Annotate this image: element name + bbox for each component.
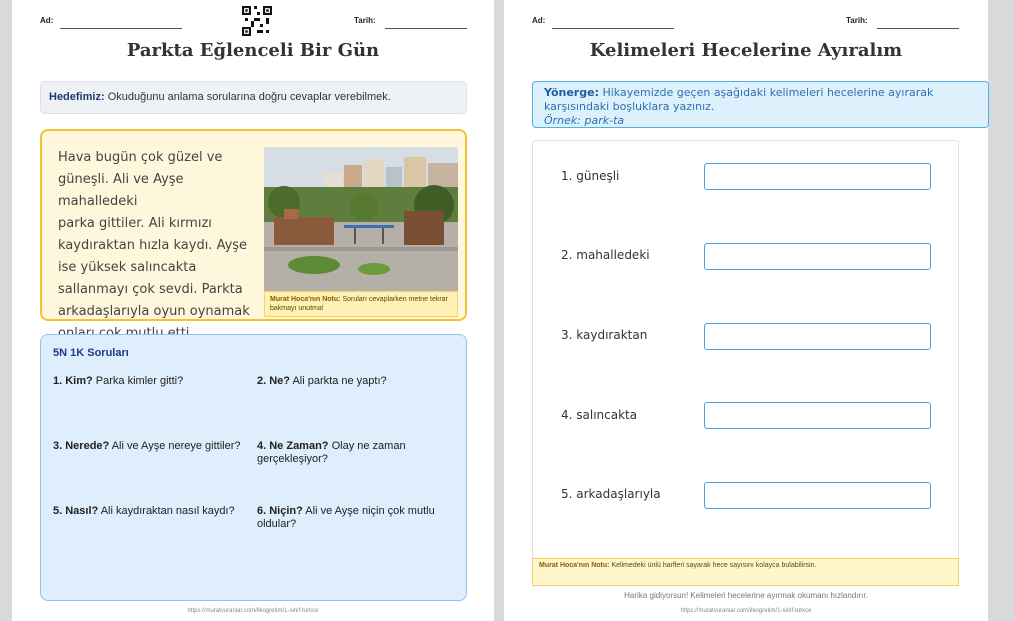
teacher-note (532, 558, 959, 586)
story-line: parka gittiler. Ali kırmızı (58, 216, 212, 231)
questions-title: 5N 1K Soruları (53, 347, 129, 359)
date-label: Tarih: (846, 16, 868, 25)
teacher-note-text: Kelimedeki ünlü harfleri sayarak hece sayısını kolayca bulabilirsin. (611, 562, 817, 569)
page-title: Parkta Eğlenceli Bir Gün (126, 40, 380, 61)
page-title: Kelimeleri Hecelerine Ayıralım (589, 40, 903, 61)
words-panel (532, 140, 959, 560)
goal-text: Okuduğunu anlama sorularına doğru cevaplar verebilmek. (107, 91, 391, 103)
word-label: 1. güneşli (561, 169, 620, 183)
story-line: güneşli. Ali ve Ayşe mahalledeki (58, 172, 184, 209)
date-line (385, 28, 467, 29)
goal-label: Hedefimiz: (49, 91, 105, 103)
instruction-text: Hikayemizde geçen aşağıdaki kelimeleri hecelerine ayırarak (602, 86, 934, 99)
question-text: Ali ve Ayşe nereye gittiler? (111, 440, 241, 452)
story-box (40, 129, 467, 321)
question-item (53, 375, 243, 388)
instruction-box (532, 81, 989, 128)
syllable-input[interactable] (704, 402, 931, 429)
question-item (53, 440, 243, 453)
instruction-label: Yönerge: (544, 86, 599, 99)
worksheet-page-2 (504, 0, 988, 621)
question-item (257, 440, 447, 466)
story-line: kaydıraktan hızla kaydı. Ayşe (58, 238, 248, 253)
question-text: Parka kimler gitti? (95, 375, 184, 387)
syllable-input[interactable] (704, 482, 931, 509)
goal-box (40, 81, 467, 114)
question-keyword: 4. Ne Zaman? (257, 440, 329, 452)
teacher-note-text: Soruları cevaplarken metne tekrar bakmayı unutma! (270, 296, 448, 312)
story-text (58, 147, 258, 345)
name-label: Ad: (40, 16, 54, 25)
name-line (552, 28, 674, 29)
question-text: Ali parkta ne yaptı? (292, 375, 387, 387)
instruction-text: karşısındaki boşluklara yazınız. (544, 100, 715, 113)
question-keyword: 6. Niçin? (257, 505, 303, 517)
qr-code-icon (242, 6, 272, 36)
question-text: Ali kaydıraktan nasıl kaydı? (100, 505, 235, 517)
word-label: 3. kaydıraktan (561, 328, 648, 342)
story-line: ise yüksek salıncakta (58, 260, 197, 275)
syllable-input[interactable] (704, 163, 931, 190)
word-label: 4. salıncakta (561, 408, 638, 422)
syllable-input[interactable] (704, 243, 931, 270)
story-line: Hava bugün çok güzel ve (58, 150, 223, 165)
instruction-example: Örnek: park-ta (544, 114, 625, 127)
question-item (257, 505, 447, 531)
syllable-input[interactable] (704, 323, 931, 350)
question-text: Ali ve Ayşe niçin çok mutlu oldular? (257, 505, 435, 530)
story-line: arkadaşlarıyla oyun oynamak (58, 304, 250, 319)
question-keyword: 3. Nerede? (53, 440, 110, 452)
encouragement-message: Harika gidiyorsun! Kelimeleri hecelerine ayırmak okumanı hızlandırır. (624, 591, 868, 600)
question-keyword: 5. Nasıl? (53, 505, 99, 517)
date-label: Tarih: (354, 16, 376, 25)
footer-url: https://muratvuranlar.com/ilkogretim/1-sinif-turkce (187, 608, 319, 614)
word-label: 5. arkadaşlarıyla (561, 487, 661, 501)
question-item (53, 505, 243, 518)
date-line (877, 28, 959, 29)
footer-url: https://muratvuranlar.com/ilkogretim/1-sinif-turkce (680, 608, 812, 614)
question-item (257, 375, 447, 388)
question-keyword: 2. Ne? (257, 375, 291, 387)
question-keyword: 1. Kim? (53, 375, 93, 387)
story-line: sallanmayı çok sevdi. Parkta (58, 282, 243, 297)
name-label: Ad: (532, 16, 546, 25)
worksheet-page-1 (12, 0, 494, 621)
teacher-note (264, 291, 458, 317)
word-label: 2. mahalledeki (561, 248, 650, 262)
question-text: Olay ne zaman gerçekleşiyor? (257, 440, 406, 465)
questions-box (40, 334, 467, 601)
teacher-note-label: Murat Hoca'nın Notu: (539, 562, 610, 569)
park-photo (264, 147, 458, 293)
teacher-note-label: Murat Hoca'nın Notu: (270, 296, 341, 303)
name-line (60, 28, 182, 29)
